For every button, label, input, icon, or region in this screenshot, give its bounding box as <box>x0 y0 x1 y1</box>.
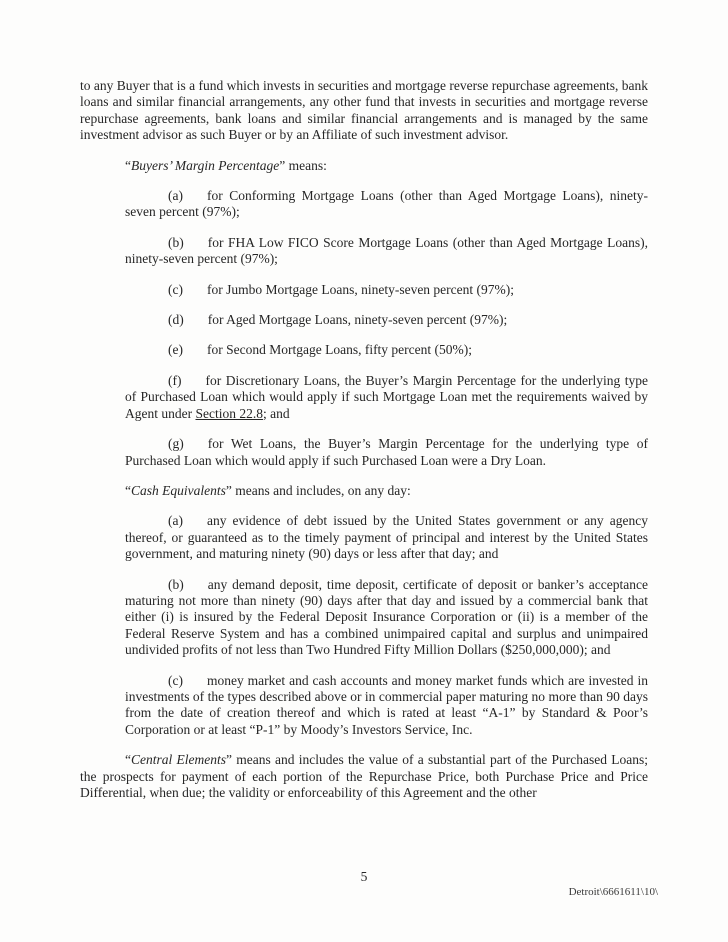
defined-term: Cash Equivalents <box>131 482 226 498</box>
definition-cash-equivalents <box>80 483 648 499</box>
clause-a-conforming-loans <box>125 188 648 221</box>
clause-g-wet-loans <box>125 436 648 469</box>
page-number: 5 <box>360 869 368 884</box>
definition-central-elements <box>80 752 648 801</box>
defined-term: Central Elements <box>131 752 226 768</box>
text-segment: for Aged Mortgage Loans, ninety-seven percent (97%); <box>207 312 508 328</box>
text-segment: for Wet Loans, the Buyer’s Margin Percentage for the underlying type of Purchased Loan which would apply if such Purchased Loan were a Dry Loan. <box>125 436 648 468</box>
text-segment: for Second Mortgage Loans, fifty percent (50%); <box>206 342 473 358</box>
text-segment: any demand deposit, time deposit, certificate of deposit or banker’s acceptance maturing not more than ninety (90) days after that day and issued by a commercial bank that either (i) is insured by the Federal Deposit Insurance Corporation or (ii) is a member of the Federal Reserve System and has a combined unimpaired capital and surplus and unimpaired undivided profits of not less than Two Hundred Fifty Million Dollars ($250,000,000); and <box>125 576 648 658</box>
clause-marker: (b) <box>168 234 184 250</box>
clause-marker: (a) <box>168 513 183 529</box>
definition-buyers-margin-percentage <box>80 158 648 174</box>
paragraph-fund-buyer-continuation <box>80 78 648 144</box>
text-segment: for Conforming Mortgage Loans (other than Aged Mortgage Loans), ninety-seven percent (97%); <box>125 188 648 220</box>
clause-c-jumbo-loans <box>125 282 648 298</box>
clause-marker: (c) <box>168 672 183 688</box>
clause-f-discretionary-loans <box>125 373 648 422</box>
clause-marker: (g) <box>168 436 184 452</box>
clause-marker: (a) <box>168 188 183 204</box>
document-id-stamp: Detroit\6661611\10\ <box>568 886 658 898</box>
text-segment: to any Buyer that is a fund which invests in securities and mortgage reverse repurchase agreements, bank loans and similar financial arrangements, any other fund that invests in securities and mortgage reverse repurchase agreements, bank loans and similar financial arrangements and is managed by the same investment advisor as such Buyer or by an Affiliate of such investment advisor. <box>80 78 648 143</box>
open-quote: “ <box>125 157 131 173</box>
defined-term: Buyers’ Margin Percentage <box>131 157 280 173</box>
document-body <box>80 78 648 815</box>
text-segment: ” means and includes, on any day: <box>225 482 411 498</box>
text-segment: for FHA Low FICO Score Mortgage Loans (other than Aged Mortgage Loans), ninety-seven percent (97%); <box>125 234 648 267</box>
clause-b-demand-deposit <box>125 577 648 659</box>
clause-marker: (c) <box>168 281 183 297</box>
text-segment: any evidence of debt issued by the United States government or any agency thereof, or guaranteed as to the timely payment of principal and interest by the United States government, and maturing ninety (90) days or less after that day; and <box>125 513 648 562</box>
clause-d-aged-loans <box>125 312 648 328</box>
clause-e-second-loans <box>125 342 648 358</box>
clause-marker: (d) <box>168 312 184 328</box>
text-segment: ” means: <box>279 157 327 173</box>
clause-marker: (e) <box>168 342 183 358</box>
open-quote: “ <box>125 482 131 498</box>
text-segment: money market and cash accounts and money market funds which are invested in investments of the types described above or in commercial paper maturing no more than 90 days from the date of creation thereof and which is rated at least “A-1” by Standard & Poor’s Corporation or at least “P-1” by Moody’s Investors Service, Inc. <box>125 672 648 737</box>
clause-b-fha-low-fico-loans <box>125 235 648 268</box>
text-segment: for Discretionary Loans, the Buyer’s Margin Percentage for the underlying type of Purchased Loan which would apply if such Mortgage Loan met the requirements waived by Agent under <box>125 372 648 421</box>
text-segment: for Jumbo Mortgage Loans, ninety-seven percent (97%); <box>206 281 515 297</box>
clause-marker: (b) <box>168 576 184 592</box>
open-quote: “ <box>125 752 131 768</box>
clause-marker: (f) <box>168 372 182 388</box>
section-reference: Section 22.8 <box>195 405 263 421</box>
clause-c-money-market <box>125 673 648 739</box>
text-segment: ; and <box>262 405 290 421</box>
clause-a-us-government-debt <box>125 513 648 562</box>
text-segment: ” means and includes the value of a substantial part of the Purchased Loans; the prospects for payment of each portion of the Repurchase Price, both Purchase Price and Price Differential, when due; the validity or enforceability of this Agreement and the other <box>80 752 648 800</box>
